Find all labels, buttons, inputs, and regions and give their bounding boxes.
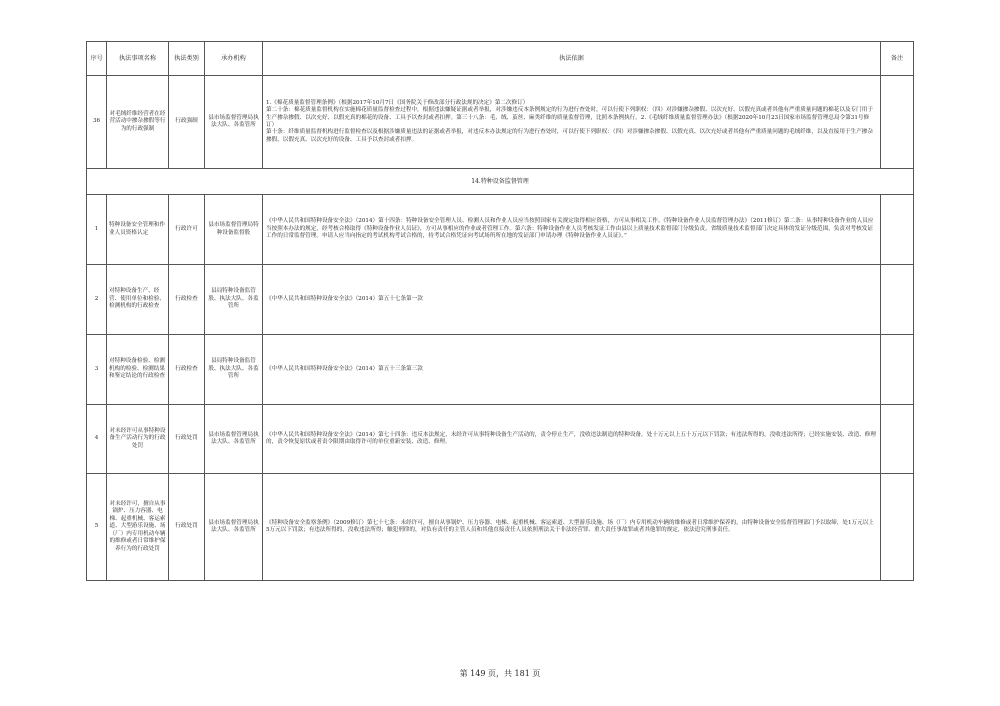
row-category: 行政强制 [169,76,205,169]
row-name: 对特种设备生产、经营、使用单位和检验、检测机构的行政检查 [107,265,169,335]
header-remark: 备注 [881,42,914,76]
row-basis: 《中华人民共和国特种设备安全法》（2014）第七十四条：违反本法规定，未经许可从事特种设备生产活动的，责令停止生产，没收违法制造的特种设备，处十万元以上五十万元以下罚款；有违法所得的，没收违法所得；已经实施安装、改造、修理的，责令恢复原状或者责令限期由取得许可的单位重新安装、改造、修理。 [263,405,881,474]
row-name: 特种设备安全管理和作业人员资格认定 [107,195,169,265]
row-no: 4 [87,405,107,474]
row-no: 2 [87,265,107,335]
header-category: 执法类别 [169,42,205,76]
header-basis: 执法依据 [263,42,881,76]
row-name: 对特种设备检验、检测机构的检验、检测结果和鉴定结论的行政检查 [107,335,169,405]
row-no: 1 [87,195,107,265]
section-title: 14.特种设备监督管理 [87,169,914,195]
row-remark [881,335,914,405]
row-agency: 县市场监督管理局执法大队、各监管所 [205,405,263,474]
row-remark [881,76,914,169]
row-category: 行政处罚 [169,474,205,581]
page-footer: 第 149 页，共 181 页 [459,669,541,678]
enforcement-table [86,41,914,581]
row-agency: 县局特种设备监管股、执法大队、各监管所 [205,335,263,405]
row-agency: 县市场监督管理局特种设备监督股 [205,195,263,265]
table-row [87,335,914,405]
header-agency: 承办机构 [205,42,263,76]
row-name: 对未经许可从事特种设备生产活动行为的行政处罚 [107,405,169,474]
row-remark [881,195,914,265]
row-agency: 县市场监督管理局执法大队、各监管所 [205,76,263,169]
row-basis: 《特种设备安全监察条例》（2009修订）第七十七条：未经许可，擅自从事锅炉、压力容器、电梯、起重机械、客运索道、大型游乐设施、场（厂）内专用机动车辆的维修或者日常维护保养的，由特种设备安全监督管理部门予以取缔，处1万元以上5万元以下罚款；有违法所得的，没收违法所得；触犯刑律的，对负有责任的主管人员和其他直接责任人员依照刑法关于非法经营罪、重大责任事故罪或者其他罪的规定，依法追究刑事责任。 [263,474,881,581]
table-row [87,474,914,581]
row-remark [881,474,914,581]
row-agency: 县市场监督管理局执法大队、各监管所 [205,474,263,581]
row-remark [881,405,914,474]
table-row [87,76,914,169]
row-basis [263,76,881,169]
document-table-wrapper [86,41,913,581]
table-row [87,405,914,474]
row-agency: 县局特种设备监管股、执法大队、各监管所 [205,265,263,335]
row-name: 对未经许可，擅自从事锅炉、压力容器、电梯、起重机械、客运索道、大型游乐设施、场（厂）内专用机动车辆的维修或者日常维护保养行为的行政处罚 [107,474,169,581]
section-row [87,169,914,195]
row-category: 行政检查 [169,265,205,335]
row-no: 5 [87,474,107,581]
row-basis: 《中华人民共和国特种设备安全法》（2014）第十四条：特种设备安全管理人员、检测人员和作业人员应当按照国家有关规定取得相应资格，方可从事相关工作。《特种设备作业人员监督管理办法》（2011修订）第二条：从事特种设备作业的人员应当按照本办法的规定，经考核合格取得《特种设备作业人员证》，方可从事相应的作业或者管理工作。第六条：特种设备作业人员考核发证工作由县以上质量技术监督部门分级负责。省级质量技术监督部门决定具体的发证分级范围，负责对考核发证工作的日常监督管理。申请人应当向指定的考试机构考试合格的，持考试合格凭证向考试场所所在地的发证部门申请办理《特种设备作业人员证》。” [263,195,881,265]
basis-line: 第十条：纤维质量监督机构进行监督检查以及根据涉嫌质量违法的证据或者举报，对违反本办法规定的行为进行查处时，可以行使下列职权：（四）对涉嫌掺杂掺假、以假充真、以次充好或者其他有严重质量问题的毛绒纤维，以及直接用于生产掺杂掺假、以假充真、以次充好的设备、工具予以查封或者扣押。 [266,129,873,143]
row-no: 3 [87,335,107,405]
row-name: 对毛绒纤维经营者在经营活动中掺杂掺假等行为的行政强制 [107,76,169,169]
header-no: 序号 [87,42,107,76]
row-category: 行政检查 [169,335,205,405]
header-name: 执法事项名称 [107,42,169,76]
row-category: 行政处罚 [169,405,205,474]
basis-line: 第二十条：棉花质量监督机构在实施棉花质量监督检查过程中，根据违法嫌疑证据或者举报，对涉嫌违反本条例规定的行为进行查处时，可以行使下列职权：（四）对涉嫌掺杂掺假、以次充好、以假充真或者其他有严重质量问题的棉花以及专门用于生产掺杂掺假、以次充好、以假充真的棉花的设备、工具予以查封或者扣押。第三十八条：毛、绒、茧丝、麻类纤维的质量监督管理，比照本条例执行。2.《毛绒纤维质量监督管理办法》（根据2020年10月23日国家市场监督管理总局令第31号修订） [266,107,873,128]
row-category: 行政许可 [169,195,205,265]
row-basis: 《中华人民共和国特种设备安全法》（2014）第五十七条第一款 [263,265,881,335]
row-basis: 《中华人民共和国特种设备安全法》（2014）第五十三条第三款 [263,335,881,405]
table-row [87,195,914,265]
row-remark [881,265,914,335]
basis-line: 1.《棉花质量监督管理条例》（根据2017年10月7日《国务院关于修改部分行政法规的决定》第二次修订） [266,99,529,106]
table-row [87,265,914,335]
row-no: 36 [87,76,107,169]
header-row [87,42,914,76]
